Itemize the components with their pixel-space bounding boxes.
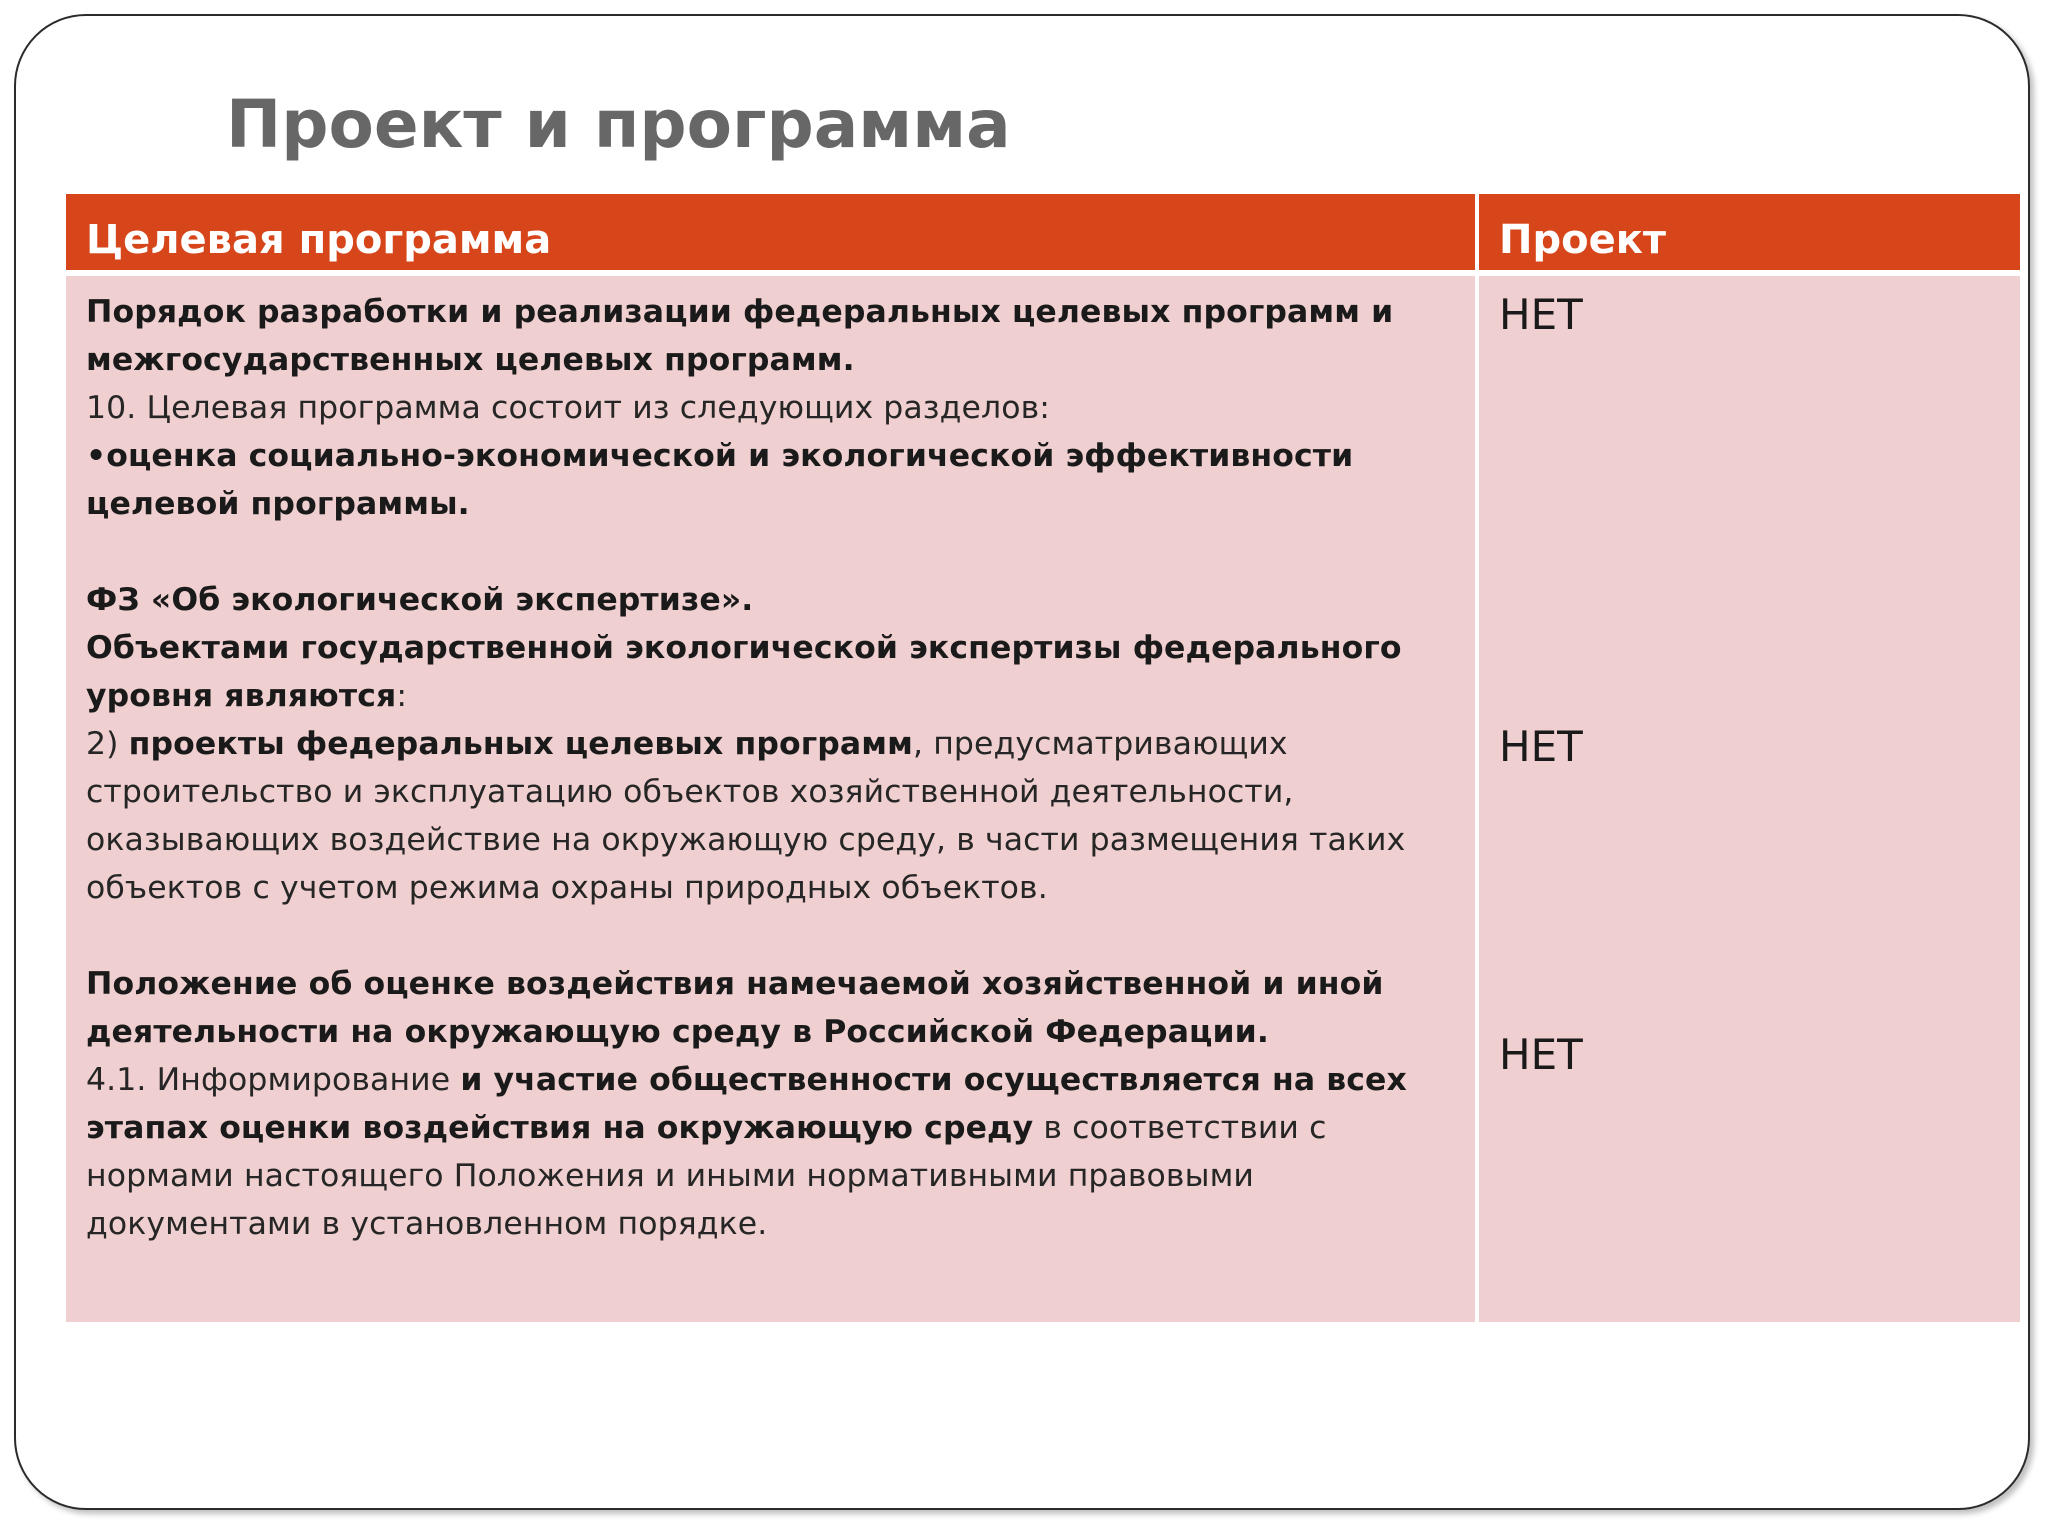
section2-objects: Объектами государственной экологической экспертизы федерального уровня являются	[86, 630, 1413, 714]
section2-law: ФЗ «Об экологической экспертизе».	[86, 582, 754, 618]
program-text	[86, 288, 1455, 1248]
section2-item-num: 2)	[86, 726, 129, 762]
section1-heading: Порядок разработки и реализации федеральных целевых программ и межгосударственных целевых программ.	[86, 294, 1405, 378]
header-target-program: Целевая программа	[66, 194, 1475, 270]
header-project: Проект	[1479, 194, 2020, 270]
section3-point-bold: и участие общественности осуществляется на всех этапах оценки воздействия на окружающую среду	[86, 1062, 1419, 1146]
comparison-table	[66, 194, 2020, 1322]
project-cell	[1479, 276, 2020, 1322]
section2-item-rest: , предусматривающих строительство и эксплуатацию объектов хозяйственной деятельности, оказывающих воздействие на окружающую среду, в части размещения таких объектов с учетом режима охраны природных объектов.	[86, 726, 1416, 906]
program-cell	[66, 276, 1475, 1322]
answer-1: НЕТ	[1499, 290, 1583, 339]
answer-2: НЕТ	[1499, 722, 1583, 771]
section1-point: 10. Целевая программа состоит из следующих разделов:	[86, 390, 1050, 426]
section2-item-bold: проекты федеральных целевых программ	[128, 726, 913, 762]
section2-colon: :	[396, 678, 408, 714]
section1-bullet: •оценка социально-экономической и экологической эффективности целевой программы.	[86, 438, 1365, 522]
answer-3: НЕТ	[1499, 1030, 1583, 1079]
section3-point-start: 4.1. Информирование	[86, 1062, 461, 1098]
section3-heading: Положение об оценке воздействия намечаемой хозяйственной и иной деятельности на окружающую среду в Российской Федерации.	[86, 966, 1395, 1050]
page-title: Проект и программа	[226, 86, 1011, 163]
section3-point-rest: в соответствии с нормами настоящего Положения и иными нормативными правовыми документами в установленном порядке.	[86, 1110, 1337, 1242]
